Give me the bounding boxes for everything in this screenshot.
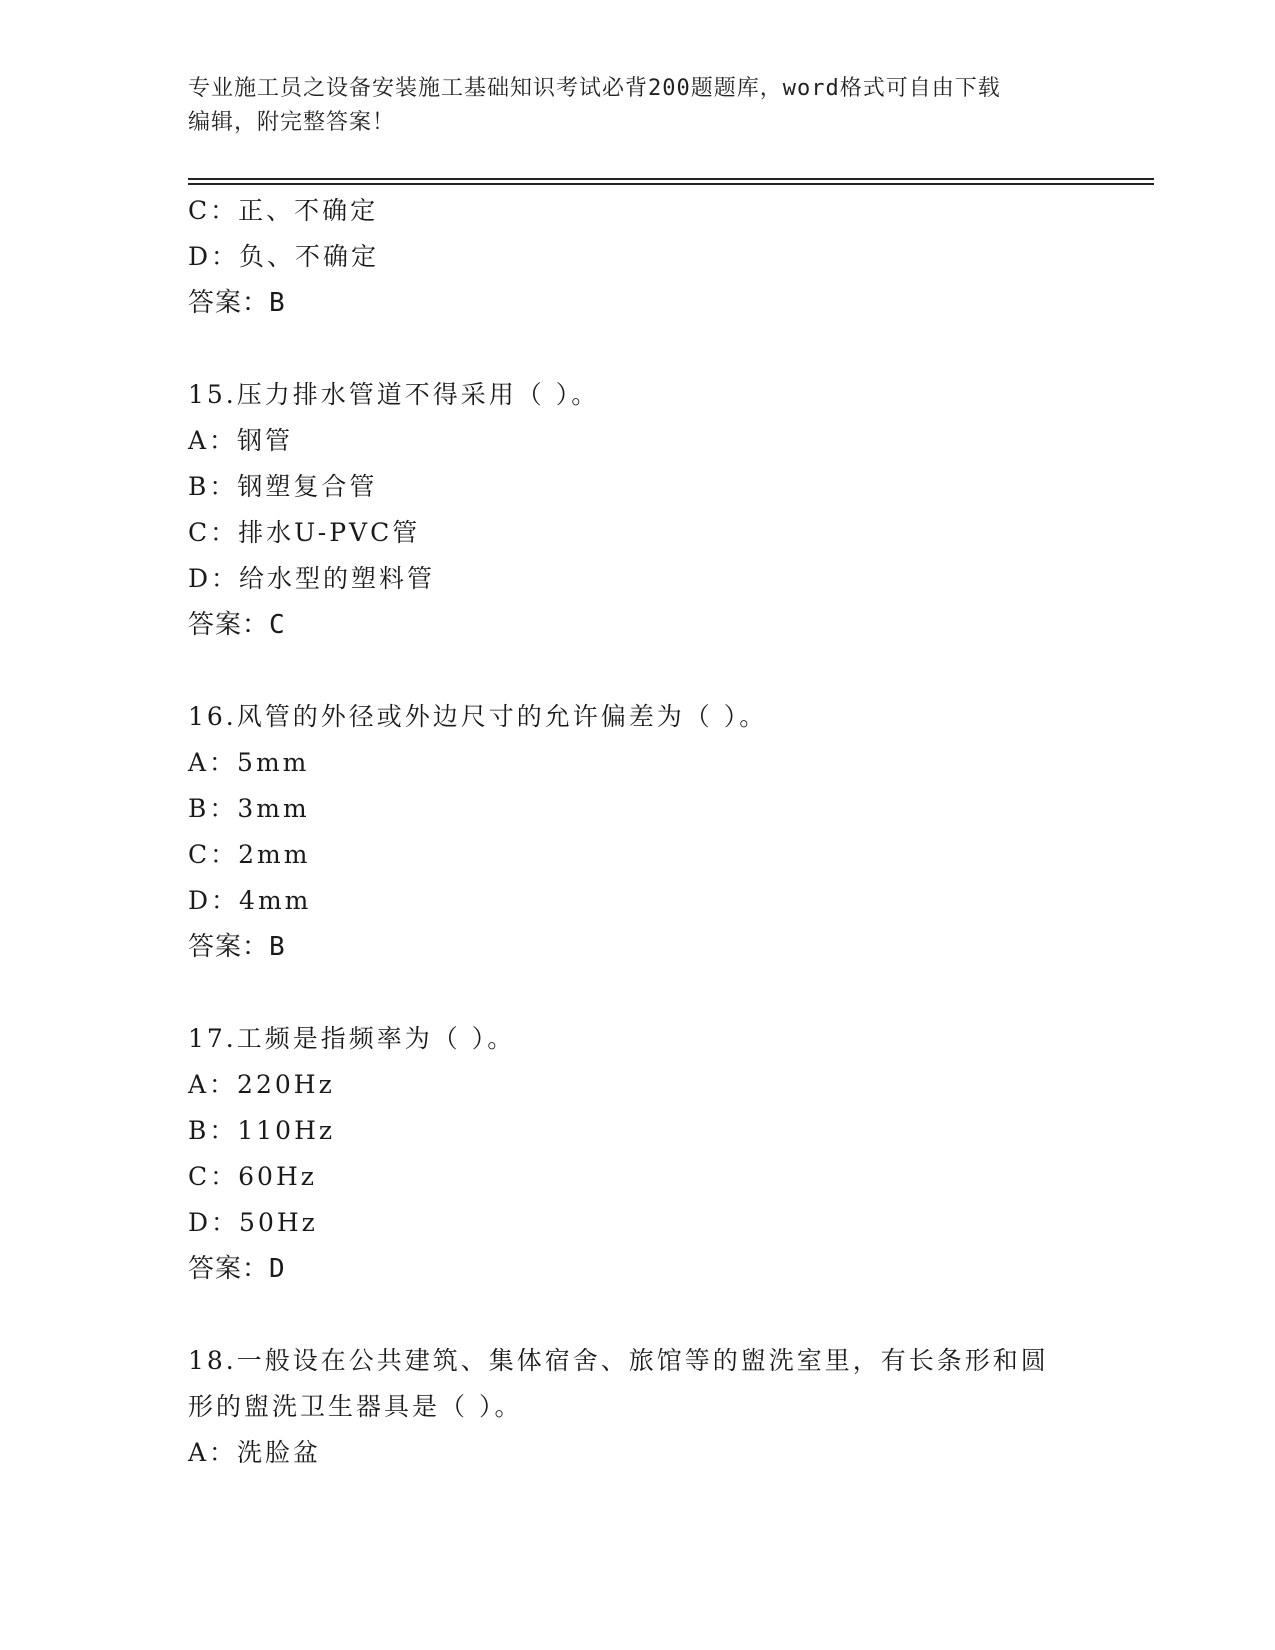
option-c: C：正、不确定 (188, 196, 379, 225)
question-stem: 15.压力排水管道不得采用（ ）。 (188, 380, 600, 409)
header-divider-bottom (188, 183, 1154, 185)
question-stem-line-2: 形的盥洗卫生器具是（ ）。 (188, 1392, 523, 1421)
option-c: C：60Hz (188, 1162, 317, 1191)
spacer (188, 326, 1088, 372)
answer-line: 答案：C (188, 610, 286, 640)
header-line-1: 专业施工员之设备安装施工基础知识考试必背200题题库，word格式可自由下载 (188, 76, 1001, 101)
option-c: C：排水U-PVC管 (188, 518, 421, 547)
option-a: A：5mm (188, 748, 310, 777)
question-list (188, 188, 1088, 1476)
question-stem: 17.工频是指频率为（ ）。 (188, 1024, 516, 1053)
answer-line: 答案：B (188, 288, 286, 318)
option-b: B：3mm (188, 794, 310, 823)
question-stem-line-1: 18.一般设在公共建筑、集体宿舍、旅馆等的盥洗室里，有长条形和圆 (188, 1346, 1049, 1375)
option-a: A：钢管 (188, 426, 294, 455)
spacer (188, 648, 1088, 694)
option-d: D：给水型的塑料管 (188, 564, 436, 593)
option-d: D：50Hz (188, 1208, 318, 1237)
option-b: B：钢塑复合管 (188, 472, 378, 501)
spacer (188, 970, 1088, 1016)
option-d: D：4mm (188, 886, 312, 915)
option-a: A：220Hz (188, 1070, 335, 1099)
header-divider-top (188, 178, 1154, 180)
option-a: A：洗脸盆 (188, 1438, 322, 1467)
spacer (188, 1292, 1088, 1338)
question-stem: 16.风管的外径或外边尺寸的允许偏差为（ ）。 (188, 702, 768, 731)
option-b: B：110Hz (188, 1116, 336, 1145)
answer-line: 答案：B (188, 932, 286, 962)
document-header (188, 72, 1088, 140)
option-d: D：负、不确定 (188, 242, 380, 271)
answer-line: 答案：D (188, 1254, 286, 1284)
option-c: C：2mm (188, 840, 311, 869)
header-line-2: 编辑，附完整答案！ (188, 110, 396, 135)
